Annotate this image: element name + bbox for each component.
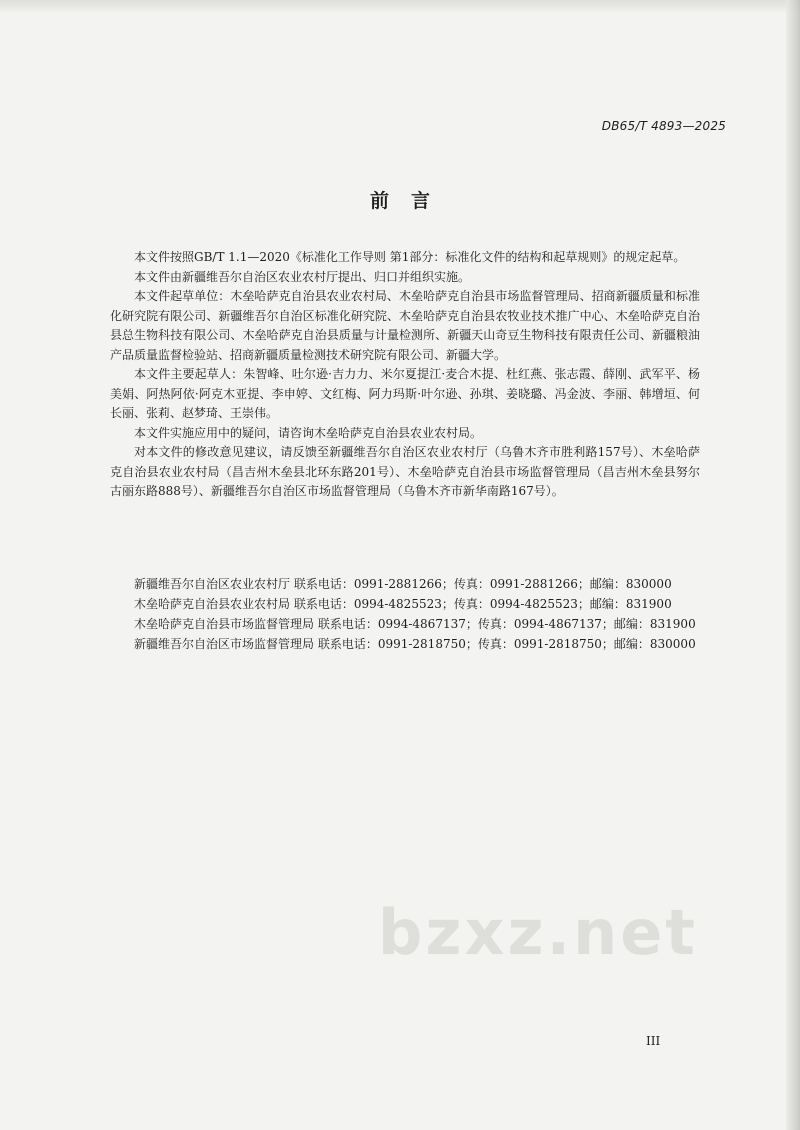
page-title: 前言 xyxy=(369,190,452,212)
paragraph-proposer: 本文件由新疆维吾尔自治区农业农村厅提出、归口并组织实施。 xyxy=(134,269,471,284)
paragraph-drafting-units: 本文件起草单位：木垒哈萨克自治县农业农村局、木垒哈萨克自治县市场监督管理局、招商新疆质量和标准化研究院有限公司、新疆维吾尔自治区标准化研究院、木垒哈萨克自治县农牧业技术推广中心、木垒哈萨克自治县总生物科技有限公司、木垒哈萨克自治县质量与计量检测所、新疆天山奇豆生物科技有限责任公司、新疆粮油产品质量监督检验站、招商新疆质量检测技术研究院有限公司、新疆大学。 xyxy=(110,289,700,362)
paragraph-drafting-rules: 本文件按照GB/T 1.1—2020《标准化工作导则 第1部分：标准化文件的结构和起草规则》的规定起草。 xyxy=(134,250,686,264)
document-code: DB65/T 4893—2025 xyxy=(601,119,726,133)
scan-edge-top xyxy=(0,0,800,12)
paragraph-drafters: 本文件主要起草人：朱智峰、吐尔逊·吉力力、米尔夏提江·麦合木提、杜红燕、张志霞、薛刚、武军平、杨美娟、阿热阿依·阿克木亚提、李申婷、文红梅、阿力玛斯·叶尔逊、孙琪、姜晓璐、冯金波、李丽、韩增垣、何长丽、张莉、赵梦琦、王崇伟。 xyxy=(110,367,700,420)
page-number: III xyxy=(646,1034,661,1048)
contact-line: 木垒哈萨克自治县市场监督管理局 联系电话：0994-4867137；传真：0994-4867137；邮编：831900 xyxy=(134,617,696,631)
scan-edge-right xyxy=(786,0,800,1130)
foreword-body xyxy=(110,248,700,502)
contact-line: 木垒哈萨克自治县农业农村局 联系电话：0994-4825523；传真：0994-4825523；邮编：831900 xyxy=(134,597,672,611)
paragraph-inquiry: 本文件实施应用中的疑问，请咨询木垒哈萨克自治县农业农村局。 xyxy=(134,425,483,440)
paragraph-feedback: 对本文件的修改意见建议，请反馈至新疆维吾尔自治区农业农村厅（乌鲁木齐市胜利路157号）、木垒哈萨克自治县农业农村局（昌吉州木垒县北环东路201号）、木垒哈萨克自治县市场监督管理局（昌吉州木垒县努尔古丽东路888号）、新疆维吾尔自治区市场监督管理局（乌鲁木齐市新华南路167号）。 xyxy=(110,445,700,498)
contact-line: 新疆维吾尔自治区市场监督管理局 联系电话：0991-2818750；传真：0991-2818750；邮编：830000 xyxy=(134,637,696,651)
contact-line: 新疆维吾尔自治区农业农村厅 联系电话：0991-2881266；传真：0991-2881266；邮编：830000 xyxy=(134,577,672,591)
watermark: bzxz.net xyxy=(378,896,698,969)
contact-list xyxy=(110,574,700,654)
